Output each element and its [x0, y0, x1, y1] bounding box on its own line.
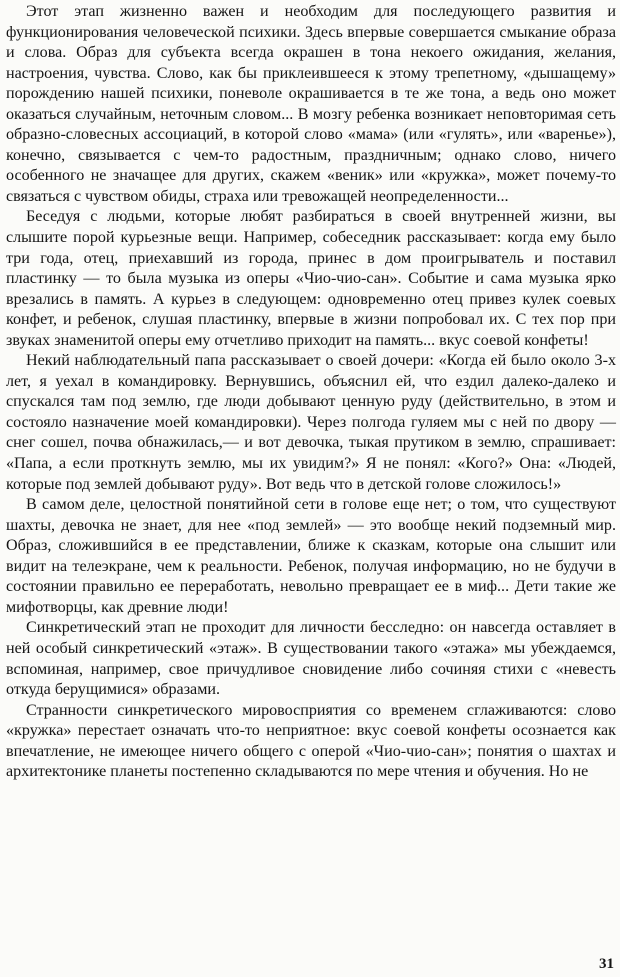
paragraph: Странности синкретического мировосприятия со временем сглаживаются: слово «кружка» перестает означать что-то неприятное: вкус соевой конфеты осознается как впечатление, не имеющее ничего общего с оперой «Чио-чио-сан»; понятия о шахтах и архитектонике планеты постепенно складываются по мере чтения и обучения. Но не: [6, 701, 616, 781]
page-number: 31: [599, 956, 614, 972]
paragraph: Беседуя с людьми, которые любят разбираться в своей внутренней жизни, вы слышите порой курьезные вещи. Например, собеседник рассказывает: когда ему было три года, отец, приехавший из города, принес в дом проигрыватель и поставил пластинку — то была музыка из оперы «Чио-чио-сан». Событие и сама музыка ярко врезались в память. А курьез в следующем: одновременно отец привез кулек соевых конфет, и ребенок, слушая пластинку, впервые в жизни попробовал их. С тех пор при звуках знаменитой оперы ему отчетливо приходит на память... вкус соевой конфеты!: [6, 208, 616, 349]
body-text: [6, 2, 616, 783]
paragraph: В самом деле, целостной понятийной сети в голове еще нет; о том, что существуют шахты, девочка не знает, для нее «под землей» — это вообще некий подземный мир. Образ, сложившийся в ее представлении, ближе к сказкам, которые она слышит или видит на телеэкране, чем к реальности. Ребенок, получая информацию, но не будучи в состоянии правильно ее переработать, невольно превращает ее в миф... Дети такие же мифотворцы, как древние люди!: [6, 496, 616, 616]
paragraph: Синкретический этап не проходит для личности бесследно: он навсегда оставляет в ней особый синкретический «этаж». В существовании такого «этажа» мы убеждаемся, вспоминая, например, свое причудливое сновидение либо сочиняя стихи с «невесть откуда берущимися» образами.: [6, 619, 616, 699]
paragraph: Этот этап жизненно важен и необходим для последующего развития и функционирования человеческой психики. Здесь впервые совершается смыкание образа и слова. Образ для субъекта всегда окрашен в тона некоего ожидания, желания, настроения, чувства. Слово, как бы приклеившееся к этому трепетному, «дышащему» порождению нашей психики, поневоле окрашивается в те же тона, а ведь оно может оказаться случайным, неточным словом... В мозгу ребенка возникает неповторимая сеть образно-словесных ассоциаций, в которой слово «мама» (или «гулять», или «варенье»), конечно, связывается с чем-то радостным, праздничным; однако слово, ничего особенного не значащее для других, скажем «веник» или «кружка», может почему-то связаться с чувством обиды, страха или тревожащей неопределенности...: [6, 3, 616, 205]
paragraph: Некий наблюдательный папа рассказывает о своей дочери: «Когда ей было около 3-х лет, я уехал в командировку. Вернувшись, объяснил ей, что ездил далеко-далеко и спускался там под землю, где люди добывают ценную руду (действительно, в этом и состояло назначение моей командировки). Через полгода гуляем мы с ней по двору — снег сошел, почва обнажилась,— и вот девочка, тыкая прутиком в землю, спрашивает: «Папа, а если проткнуть землю, мы их увидим?» Я не понял: «Кого?» Она: «Людей, которые под землей добывают руду». Вот ведь что в детской голове сложилось!»: [6, 352, 616, 493]
